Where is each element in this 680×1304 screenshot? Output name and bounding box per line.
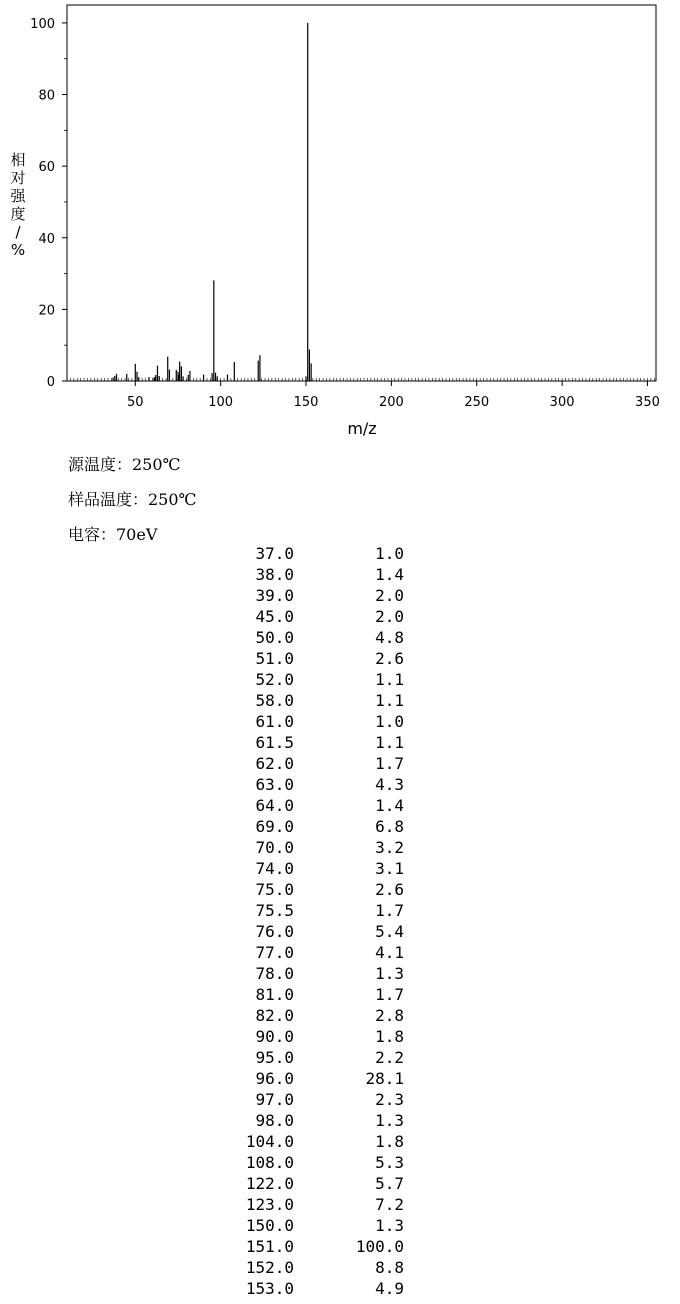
peak-intensity: 4.1 [375,943,404,962]
peak-mz: 108.0 [245,1153,294,1172]
peak-mz: 96.0 [255,1069,294,1088]
y-tick-label: 60 [38,160,55,176]
peak-mz: 69.0 [255,817,294,836]
peak-table-row [0,837,680,858]
y-axis [30,17,67,390]
peak-table-row [0,753,680,774]
x-tick-label: 350 [635,395,660,410]
peak-table-row [0,984,680,1005]
x-tick-label: 300 [549,395,575,410]
peak-mz: 75.0 [255,880,294,899]
x-tick-label: 200 [378,395,404,410]
peak-mz: 104.0 [245,1132,294,1151]
peak-intensity: 3.1 [375,859,404,878]
peak-table-row [0,1278,680,1299]
peak-mz: 81.0 [255,985,294,1004]
peak-mz: 61.5 [255,733,294,752]
peak-mz: 39.0 [255,586,294,605]
peak-intensity: 4.3 [375,775,404,794]
peak-intensity: 1.4 [375,796,404,815]
peak-table-row [0,1068,680,1089]
peak-mz: 76.0 [255,922,294,941]
plot-frame [67,5,656,381]
peak-intensity: 1.3 [375,1216,404,1235]
peak-intensity: 1.7 [375,985,404,1004]
peak-mz: 151.0 [245,1237,294,1256]
peak-table-row [0,942,680,963]
peak-table-row [0,1152,680,1173]
mass-spectrum-chart [0,0,680,445]
x-axis [127,381,660,410]
peak-intensity: 3.2 [375,838,404,857]
y-tick-label: 40 [38,231,55,247]
peak-intensity: 7.2 [375,1195,404,1214]
peak-mz: 50.0 [255,628,294,647]
x-axis-label: m/z [347,419,377,438]
peak-table-row [0,963,680,984]
peak-table-row [0,1047,680,1068]
peak-mz: 97.0 [255,1090,294,1109]
peak-table-row [0,606,680,627]
peak-table-row [0,1194,680,1215]
ionization-energy: 电容：70eV [68,525,158,544]
peak-intensity: 1.8 [375,1027,404,1046]
peak-mz: 77.0 [255,943,294,962]
peak-mz: 153.0 [245,1279,294,1298]
peak-table-row [0,564,680,585]
peak-table-row [0,921,680,942]
peak-table-row [0,1215,680,1236]
peak-table-row [0,1110,680,1131]
source-temperature: 源温度：250℃ [68,455,181,474]
peak-table-row [0,774,680,795]
peak-intensity: 2.2 [375,1048,404,1067]
peak-table-row [0,669,680,690]
peak-intensity: 8.8 [375,1258,404,1277]
peak-intensity: 5.3 [375,1153,404,1172]
peak-table-row [0,585,680,606]
peak-table-row [0,732,680,753]
peak-table-row [0,1257,680,1278]
peak-table-row [0,879,680,900]
peak-table-row [0,711,680,732]
peak-mz: 70.0 [255,838,294,857]
peak-mz: 62.0 [255,754,294,773]
peak-intensity: 1.7 [375,901,404,920]
peak-intensity: 4.8 [375,628,404,647]
peak-table-row [0,1005,680,1026]
peak-mz: 123.0 [245,1195,294,1214]
peak-mz: 37.0 [255,544,294,563]
peak-intensity: 28.1 [365,1069,404,1088]
peak-intensity: 1.3 [375,964,404,983]
peak-intensity: 100.0 [355,1237,404,1256]
peak-intensity: 2.3 [375,1090,404,1109]
y-tick-label: 80 [38,88,55,104]
peak-mz: 45.0 [255,607,294,626]
peak-table-row [0,1131,680,1152]
peak-table-row [0,690,680,711]
peak-mz: 52.0 [255,670,294,689]
x-tick-label: 150 [293,395,319,410]
peak-mz: 58.0 [255,691,294,710]
spectrum-peaks [113,23,311,381]
peak-intensity: 1.3 [375,1111,404,1130]
peak-intensity: 1.1 [375,691,404,710]
peak-intensity: 2.6 [375,649,404,668]
peak-mz: 64.0 [255,796,294,815]
peak-table-row [0,1236,680,1257]
peak-intensity: 5.7 [375,1174,404,1193]
peak-intensity: 2.6 [375,880,404,899]
peak-intensity: 1.0 [375,712,404,731]
peak-intensity: 1.0 [375,544,404,563]
x-tick-label: 100 [208,395,234,410]
peak-mz: 51.0 [255,649,294,668]
peak-table-row [0,543,680,564]
peak-intensity: 6.8 [375,817,404,836]
peak-mz: 152.0 [245,1258,294,1277]
peak-mz: 122.0 [245,1174,294,1193]
peak-intensity: 2.0 [375,607,404,626]
peak-mz: 61.0 [255,712,294,731]
peak-mz: 98.0 [255,1111,294,1130]
peak-mz: 90.0 [255,1027,294,1046]
peak-mz: 150.0 [245,1216,294,1235]
peak-mz: 82.0 [255,1006,294,1025]
peak-table-row [0,1026,680,1047]
peak-intensity: 1.4 [375,565,404,584]
peak-intensity: 1.1 [375,733,404,752]
y-tick-label: 0 [46,375,55,390]
sample-temperature: 样品温度：250℃ [68,490,197,509]
peak-mz: 75.5 [255,901,294,920]
peak-mz: 95.0 [255,1048,294,1067]
peak-mz: 78.0 [255,964,294,983]
peak-mz: 74.0 [255,859,294,878]
peak-intensity: 1.1 [375,670,404,689]
peak-table-row [0,795,680,816]
peak-mz: 38.0 [255,565,294,584]
peak-table-row [0,858,680,879]
y-axis-label: 相对强度/ % [10,151,26,259]
peak-table-row [0,1089,680,1110]
x-tick-label: 250 [464,395,490,410]
peak-intensity: 2.0 [375,586,404,605]
y-tick-label: 20 [38,303,55,319]
peak-table-row [0,816,680,837]
peak-mz: 63.0 [255,775,294,794]
x-tick-label: 50 [127,395,144,410]
peak-table-row [0,648,680,669]
peak-intensity: 2.8 [375,1006,404,1025]
peak-table-row [0,1173,680,1194]
peak-intensity: 5.4 [375,922,404,941]
peak-table-row [0,900,680,921]
y-tick-label: 100 [30,16,55,32]
peak-intensity: 4.9 [375,1279,404,1298]
peak-intensity: 1.7 [375,754,404,773]
peak-intensity: 1.8 [375,1132,404,1151]
peak-table-row [0,627,680,648]
